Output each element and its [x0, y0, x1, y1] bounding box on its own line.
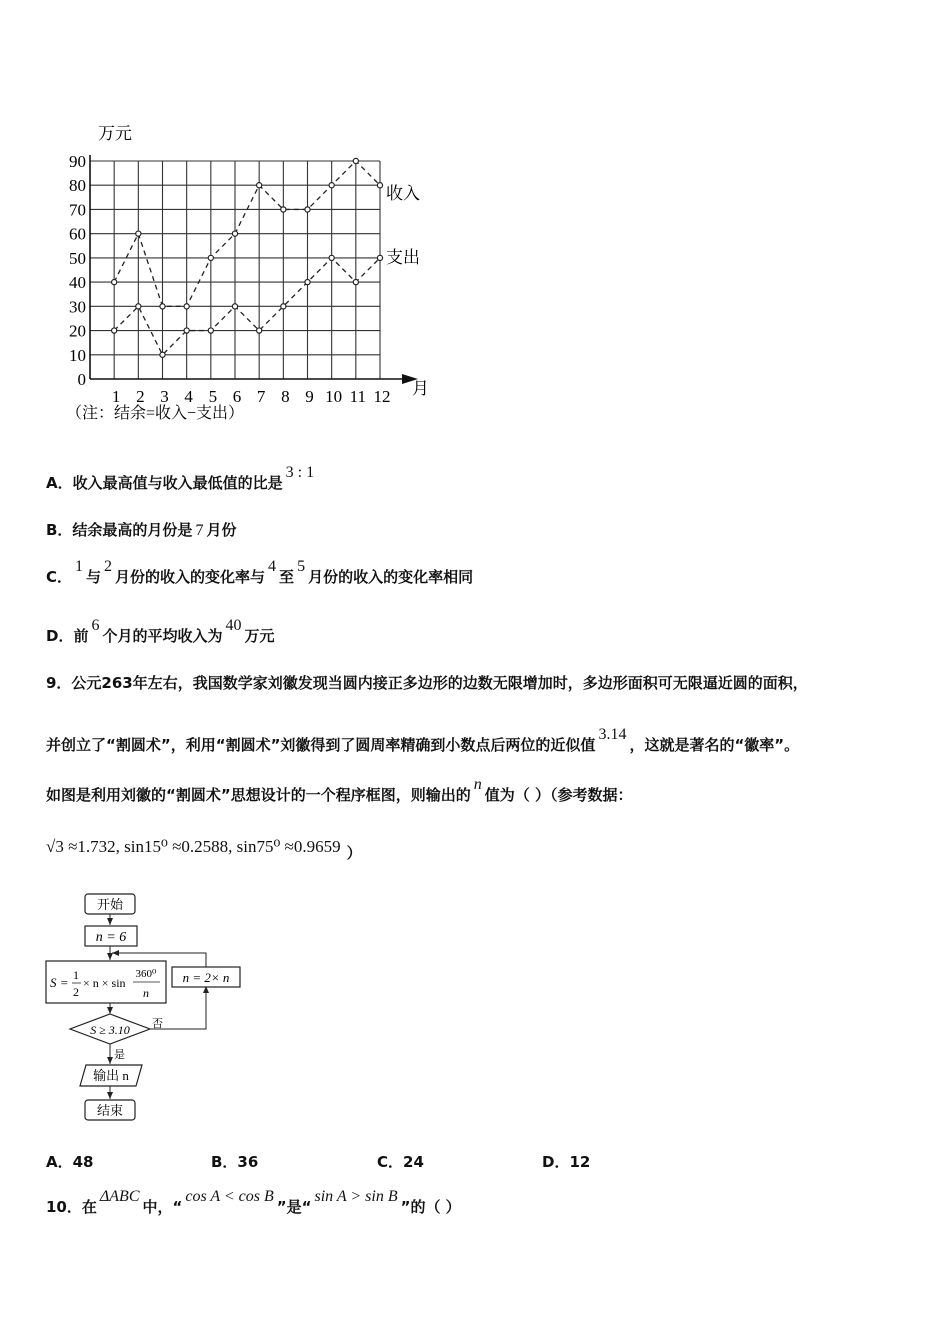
- x-tick-label: 12: [373, 387, 391, 406]
- q9-line-2: [46, 726, 800, 755]
- q8-option-c-prefix: C．: [46, 568, 73, 586]
- x-tick-label: 6: [232, 387, 242, 406]
- flow-calc-half-den: 2: [73, 985, 79, 999]
- data-point-income: [112, 280, 117, 285]
- q9-reference-close: ）: [346, 844, 362, 862]
- flow-no-label: 否: [152, 1018, 163, 1030]
- q8-option-a-ratio: 3 : 1: [285, 464, 315, 481]
- flow-init-text: n = 6: [95, 930, 127, 945]
- x-tick-label: 5: [208, 387, 218, 406]
- q8-option-c: [46, 558, 474, 587]
- data-point-income: [329, 183, 334, 188]
- flow-update-text: n = 2× n: [182, 970, 230, 985]
- flow-calc-half-num: 1: [73, 968, 79, 982]
- data-point-expense: [160, 352, 165, 357]
- data-point-income: [353, 158, 358, 163]
- y-tick-label: 20: [69, 321, 86, 341]
- q8-option-c-m3: 4: [268, 558, 277, 575]
- q8-option-d-t3: 万元: [244, 627, 275, 645]
- x-tick-label: 1: [111, 387, 121, 406]
- q9-var-n: n: [473, 776, 482, 793]
- y-tick-label: 30: [69, 297, 86, 317]
- q9-line-2a: 并创立了“割圆术”，利用“割圆术”刘徽得到了圆周率精确到小数点后两位的近似值: [46, 736, 596, 754]
- income-expense-chart: [40, 115, 460, 435]
- data-point-expense: [257, 328, 262, 333]
- chart-note: （注：结余=收入−支出）: [66, 405, 245, 422]
- q8-option-c-t3: 至: [279, 568, 295, 586]
- q8-option-c-t2: 月份的收入的变化率与: [115, 568, 266, 586]
- q8-option-b-suffix: 月份: [206, 521, 237, 539]
- y-tick-label: 50: [69, 248, 86, 268]
- y-tick-label: 90: [69, 152, 86, 171]
- data-point-income: [305, 207, 310, 212]
- flow-output-text: 输出 n: [93, 1068, 129, 1083]
- q9-reference-data: [46, 836, 362, 862]
- q9-line-1: 9．公元263年左右，我国数学家刘徽发现当圆内接正多边形的边数无限增加时，多边形面积可无限逼近圆的面积，: [46, 674, 808, 692]
- data-point-expense: [208, 328, 213, 333]
- q9-option-d: D．12: [542, 1153, 591, 1171]
- q8-option-a-text: A．收入最高值与收入最低值的比是: [46, 474, 283, 492]
- q8-option-b-month: 7: [195, 522, 204, 539]
- data-point-income: [377, 183, 382, 188]
- y-tick-label: 60: [69, 224, 86, 244]
- q9-pi-value: 3.14: [598, 726, 627, 743]
- q10-t3: ”的（ ）: [400, 1198, 461, 1216]
- q9-option-c: C．24: [377, 1153, 424, 1171]
- flow-end-text: 结束: [96, 1103, 124, 1118]
- q8-option-d: [46, 617, 275, 646]
- flow-calc-frac-den: n: [143, 986, 149, 1000]
- y-tick-label: 80: [69, 176, 86, 196]
- data-point-expense: [281, 304, 286, 309]
- flow-yes-label: 是: [114, 1049, 125, 1061]
- y-axis-label: 万元: [98, 124, 132, 143]
- q10-t1: 中，“: [142, 1198, 183, 1216]
- q10-cos-inequality: cos A < cos B: [185, 1188, 274, 1205]
- y-tick-label: 0: [77, 370, 86, 389]
- data-point-expense: [305, 280, 310, 285]
- flow-calc-s: S =: [50, 975, 69, 990]
- q8-option-b: [46, 519, 236, 540]
- data-point-income: [160, 304, 165, 309]
- series-label-expense: 支出: [386, 248, 420, 267]
- data-point-income: [184, 304, 189, 309]
- q8-option-c-t1: 与: [86, 568, 102, 586]
- program-flowchart: [40, 888, 270, 1128]
- data-point-income: [257, 183, 262, 188]
- x-tick-label: 2: [136, 387, 145, 406]
- q9-reference-values: √3 ≈1.732, sin15⁰ ≈0.2588, sin75⁰ ≈0.9659: [46, 837, 341, 856]
- y-tick-label: 40: [69, 273, 86, 293]
- data-point-expense: [112, 328, 117, 333]
- x-axis-label: 月: [412, 379, 429, 398]
- q9-option-b: B．36: [211, 1153, 259, 1171]
- q9-option-a: A．48: [46, 1153, 94, 1171]
- q10-sin-inequality: sin A > sin B: [314, 1188, 398, 1205]
- x-tick-label: 11: [349, 387, 367, 406]
- x-tick-label: 7: [256, 387, 266, 406]
- q8-option-a: [46, 464, 317, 493]
- data-point-income: [208, 255, 213, 260]
- x-tick-label: 4: [184, 387, 193, 406]
- y-tick-label: 10: [69, 345, 86, 365]
- q9-line-3b: 值为（ ）（参考数据：: [484, 786, 633, 804]
- x-tick-label: 10: [325, 387, 343, 406]
- data-point-expense: [377, 255, 382, 260]
- data-point-expense: [184, 328, 189, 333]
- data-point-expense: [136, 304, 141, 309]
- q8-option-b-text: B．结余最高的月份是: [46, 521, 193, 539]
- q8-option-d-m2: 40: [225, 617, 242, 634]
- q8-option-c-m2: 2: [104, 558, 113, 575]
- q10-prefix: 10．在: [46, 1198, 97, 1216]
- q9-line-3a: 如图是利用刘徽的“割圆术”思想设计的一个程序框图，则输出的: [46, 786, 471, 804]
- q8-option-d-m1: 6: [91, 617, 100, 634]
- q10-triangle: ΔABC: [99, 1188, 140, 1205]
- q8-option-c-m4: 5: [297, 558, 306, 575]
- q8-option-c-t4: 月份的收入的变化率相同: [308, 568, 474, 586]
- flow-calc-mid: × n × sin: [83, 976, 126, 990]
- data-point-income: [232, 231, 237, 236]
- data-point-income: [136, 231, 141, 236]
- q8-option-d-t2: 个月的平均收入为: [102, 627, 223, 645]
- flow-calc-frac-num: 360⁰: [135, 968, 157, 980]
- q10-stem: [46, 1188, 461, 1217]
- x-tick-label: 9: [305, 387, 314, 406]
- q8-option-d-t1: D．前: [46, 627, 89, 645]
- chart-axes: [69, 152, 418, 406]
- y-tick-label: 70: [69, 200, 86, 220]
- data-point-expense: [232, 304, 237, 309]
- data-point-income: [281, 207, 286, 212]
- series-label-income: 收入: [386, 184, 420, 203]
- q8-option-c-m1: 1: [75, 558, 84, 575]
- data-point-expense: [329, 255, 334, 260]
- data-point-expense: [353, 280, 358, 285]
- flow-condition-text: S ≥ 3.10: [90, 1023, 130, 1037]
- flow-start-text: 开始: [96, 897, 124, 912]
- chart-grid: [90, 161, 380, 379]
- x-tick-label: 3: [160, 387, 169, 406]
- q9-line-3: [46, 776, 633, 805]
- x-tick-label: 8: [281, 387, 290, 406]
- q10-t2: ”是“: [276, 1198, 312, 1216]
- q9-line-2b: ，这就是著名的“徽率”。: [629, 736, 800, 754]
